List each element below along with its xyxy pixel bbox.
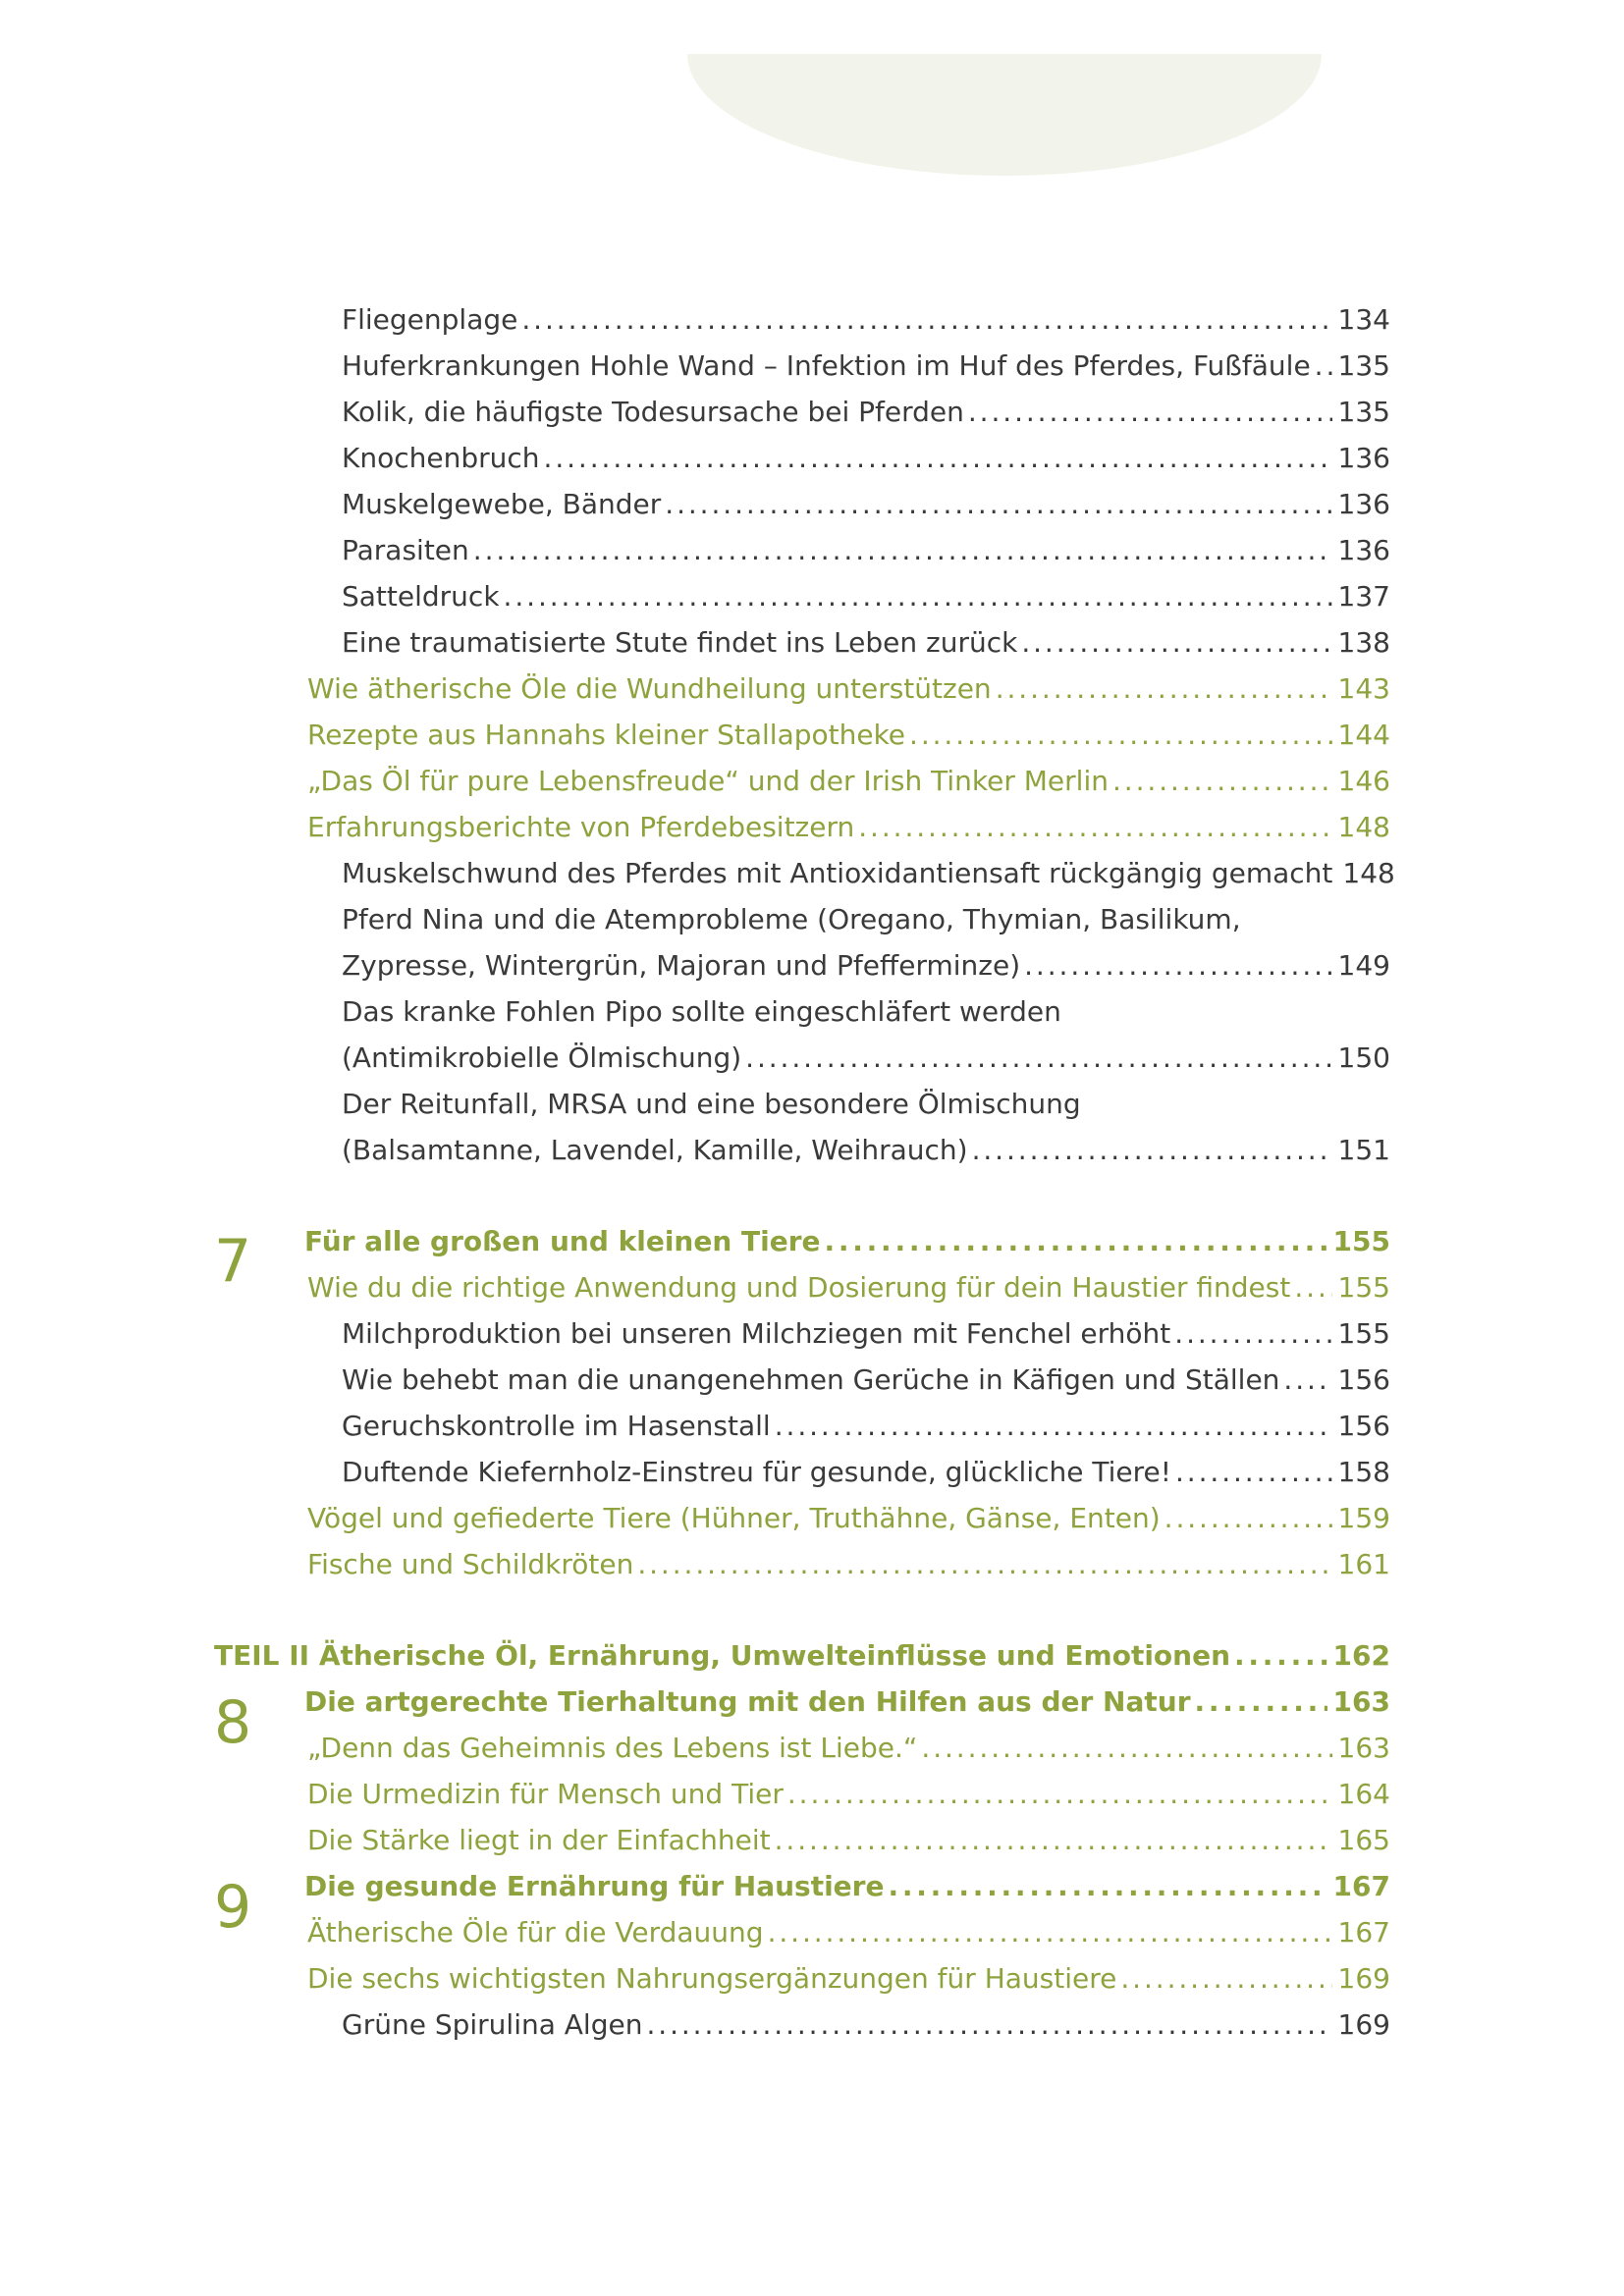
toc-entry-title: Eine traumatisierte Stute findet ins Leben zurück xyxy=(342,626,1018,659)
toc-entry-title: Fliegenplage xyxy=(342,303,518,336)
toc-entry-page: 135 xyxy=(1337,396,1390,428)
toc-part-page: 162 xyxy=(1332,1639,1390,1672)
toc-entry[interactable] xyxy=(342,1129,1390,1172)
toc-entry-title: Parasiten xyxy=(342,534,469,566)
toc-entry-page: 149 xyxy=(1337,949,1390,982)
toc-section-page: 155 xyxy=(1337,1271,1390,1304)
toc-entry-page: 156 xyxy=(1337,1410,1390,1442)
toc-section-title: Ätherische Öle für die Verdauung xyxy=(307,1916,764,1949)
toc-section[interactable] xyxy=(307,1911,1390,1954)
dot-leader xyxy=(996,667,1332,711)
toc-entry-title: Satteldruck xyxy=(342,580,500,613)
toc-entry-page: 138 xyxy=(1337,626,1390,659)
toc-entry[interactable] xyxy=(342,298,1390,342)
toc-section-page: 165 xyxy=(1337,1824,1390,1856)
toc-section[interactable] xyxy=(307,1819,1390,1862)
dot-leader xyxy=(1283,1359,1331,1402)
toc-section-title: „Das Öl für pure Lebensfreude“ und der Irish Tinker Merlin xyxy=(307,765,1109,797)
toc-chapter[interactable] xyxy=(304,1220,1390,1263)
toc-entry-title: Geruchskontrolle im Hasenstall xyxy=(342,1410,771,1442)
toc-entry[interactable] xyxy=(342,1037,1390,1080)
toc-entry-title: Muskelgewebe, Bänder xyxy=(342,488,662,520)
dot-leader xyxy=(1175,1451,1332,1494)
toc-section[interactable] xyxy=(307,806,1390,849)
toc-entry[interactable] xyxy=(342,575,1390,618)
toc-entry-page: 134 xyxy=(1337,303,1390,336)
toc-entry[interactable] xyxy=(342,1359,1390,1402)
toc-section[interactable] xyxy=(307,1957,1390,2001)
dot-leader xyxy=(858,806,1331,849)
toc-entry-page: 156 xyxy=(1337,1363,1390,1396)
toc-chapter[interactable] xyxy=(304,1681,1390,1724)
toc-entry[interactable] xyxy=(342,483,1390,526)
toc-entry-page: 136 xyxy=(1337,442,1390,474)
toc-section-title: Die sechs wichtigsten Nahrungsergänzungen für Haustiere xyxy=(307,1962,1117,1995)
toc-section-title: Wie ätherische Öle die Wundheilung unterstützen xyxy=(307,672,992,705)
chapter-number: 7 xyxy=(214,1227,252,1296)
toc-chapter[interactable] xyxy=(304,1865,1390,1908)
toc-section[interactable] xyxy=(307,1497,1390,1540)
toc-entry-page: 148 xyxy=(1342,857,1395,889)
toc-entry[interactable] xyxy=(342,1451,1390,1494)
dot-leader xyxy=(745,1037,1331,1080)
toc-section-title: Die Urmedizin für Mensch und Tier xyxy=(307,1778,784,1810)
toc-entry-title: (Antimikrobielle Ölmischung) xyxy=(342,1041,742,1074)
toc-section-page: 143 xyxy=(1337,672,1390,705)
toc-section-page: 161 xyxy=(1337,1548,1390,1580)
dot-leader xyxy=(1164,1497,1332,1540)
toc-entry[interactable] xyxy=(342,1312,1390,1356)
toc-section-page: 163 xyxy=(1337,1732,1390,1764)
toc-entry[interactable] xyxy=(342,391,1390,434)
dot-leader xyxy=(544,437,1332,480)
dot-leader xyxy=(646,2003,1331,2047)
toc-section-title: Fische und Schildkröten xyxy=(307,1548,634,1580)
dot-leader xyxy=(1315,345,1332,388)
toc-section-page: 167 xyxy=(1337,1916,1390,1949)
toc-section[interactable] xyxy=(307,1266,1390,1309)
toc-entry[interactable] xyxy=(342,852,1395,895)
dot-leader xyxy=(787,1773,1332,1816)
toc-entry-title: (Balsamtanne, Lavendel, Kamille, Weihrauch) xyxy=(342,1134,968,1166)
dot-leader xyxy=(968,391,1332,434)
toc-section-page: 144 xyxy=(1337,719,1390,751)
dot-leader xyxy=(1195,1681,1327,1724)
toc-section-page: 148 xyxy=(1337,811,1390,843)
dot-leader xyxy=(775,1405,1332,1448)
toc-entry-title: Muskelschwund des Pferdes mit Antioxidantiensaft rückgängig gemacht xyxy=(342,857,1333,889)
dot-leader xyxy=(909,714,1332,757)
toc-section-title: Rezepte aus Hannahs kleiner Stallapotheke xyxy=(307,719,906,751)
toc-entry-page: 158 xyxy=(1337,1456,1390,1488)
toc-section-title: Erfahrungsberichte von Pferdebesitzern xyxy=(307,811,855,843)
toc-section[interactable] xyxy=(307,1727,1390,1770)
toc-chapter-page: 167 xyxy=(1332,1870,1390,1902)
dot-leader xyxy=(504,575,1332,618)
toc-entry-page: 155 xyxy=(1337,1317,1390,1350)
toc-entry[interactable] xyxy=(342,529,1390,572)
toc-section-page: 146 xyxy=(1337,765,1390,797)
toc-section-title: „Denn das Geheimnis des Lebens ist Liebe.“ xyxy=(307,1732,918,1764)
dot-leader xyxy=(1234,1634,1327,1678)
toc-entry-title: Zypresse, Wintergrün, Majoran und Pfefferminze) xyxy=(342,949,1021,982)
toc-part-title: TEIL II Ätherische Öl, Ernährung, Umwelteinflüsse und Emotionen xyxy=(214,1639,1231,1672)
dot-leader xyxy=(637,1543,1331,1586)
toc-entry[interactable] xyxy=(342,345,1390,388)
dot-leader xyxy=(1112,760,1332,803)
toc-entry-page: 151 xyxy=(1337,1134,1390,1166)
dot-leader xyxy=(1120,1957,1331,2001)
toc-chapter-title: Die gesunde Ernährung für Haustiere xyxy=(304,1870,885,1902)
toc-chapter-title: Die artgerechte Tierhaltung mit den Hilfen aus der Natur xyxy=(304,1685,1191,1718)
toc-entry-title: Knochenbruch xyxy=(342,442,540,474)
header-decoration xyxy=(687,54,1322,176)
toc-entry-page: 136 xyxy=(1337,488,1390,520)
toc-entry-title: Duftende Kiefernholz-Einstreu für gesunde, glückliche Tiere! xyxy=(342,1456,1171,1488)
dot-leader xyxy=(521,298,1331,342)
toc-chapter-page: 155 xyxy=(1332,1225,1390,1257)
dot-leader xyxy=(1174,1312,1331,1356)
dot-leader xyxy=(775,1819,1332,1862)
toc-entry-page: 136 xyxy=(1337,534,1390,566)
toc-section-title: Die Stärke liegt in der Einfachheit xyxy=(307,1824,771,1856)
toc-entry-line1: Pferd Nina und die Atemprobleme (Oregano, Thymian, Basilikum, xyxy=(342,903,1241,935)
chapter-number: 8 xyxy=(214,1688,252,1757)
toc-entry-title: Huferkrankungen Hohle Wand – Infektion im Huf des Pferdes, Fußfäule xyxy=(342,349,1311,382)
toc-chapter-page: 163 xyxy=(1332,1685,1390,1718)
toc-entry[interactable] xyxy=(342,1405,1390,1448)
dot-leader xyxy=(972,1129,1332,1172)
toc-entry-page: 169 xyxy=(1337,2008,1390,2041)
dot-leader xyxy=(825,1220,1327,1263)
toc-entry-page: 135 xyxy=(1337,349,1390,382)
toc-entry-line1: Das kranke Fohlen Pipo sollte eingeschläfert werden xyxy=(342,995,1061,1028)
toc-entry-page: 137 xyxy=(1337,580,1390,613)
toc-section-page: 169 xyxy=(1337,1962,1390,1995)
toc-entry-title: Grüne Spirulina Algen xyxy=(342,2008,643,2041)
dot-leader xyxy=(921,1727,1331,1770)
toc-section[interactable] xyxy=(307,667,1390,711)
toc-part[interactable] xyxy=(214,1634,1390,1678)
dot-leader xyxy=(473,529,1332,572)
toc-section-title: Vögel und gefiederte Tiere (Hühner, Truthähne, Gänse, Enten) xyxy=(307,1502,1161,1534)
toc-section[interactable] xyxy=(307,1543,1390,1586)
toc-entry-title: Kolik, die häufigste Todesursache bei Pferden xyxy=(342,396,964,428)
toc-chapter-title: Für alle großen und kleinen Tiere xyxy=(304,1225,821,1257)
dot-leader xyxy=(1294,1266,1331,1309)
toc-section-page: 164 xyxy=(1337,1778,1390,1810)
toc-section[interactable] xyxy=(307,760,1390,803)
dot-leader xyxy=(1021,621,1331,665)
dot-leader xyxy=(665,483,1331,526)
toc-entry-line1: Der Reitunfall, MRSA und eine besondere Ölmischung xyxy=(342,1088,1081,1120)
chapter-number: 9 xyxy=(214,1873,252,1942)
toc-entry-page: 150 xyxy=(1337,1041,1390,1074)
toc-entry[interactable] xyxy=(342,2003,1390,2047)
toc-entry[interactable] xyxy=(342,621,1390,665)
toc-section-title: Wie du die richtige Anwendung und Dosierung für dein Haustier findest xyxy=(307,1271,1291,1304)
toc-entry[interactable] xyxy=(342,437,1390,480)
toc-entry-title: Milchproduktion bei unseren Milchziegen mit Fenchel erhöht xyxy=(342,1317,1171,1350)
toc-entry[interactable] xyxy=(342,944,1390,988)
toc-entry-title: Wie behebt man die unangenehmen Gerüche in Käfigen und Ställen xyxy=(342,1363,1280,1396)
toc-section[interactable] xyxy=(307,1773,1390,1816)
toc-section-page: 159 xyxy=(1337,1502,1390,1534)
dot-leader xyxy=(1024,944,1331,988)
dot-leader xyxy=(768,1911,1332,1954)
toc-section[interactable] xyxy=(307,714,1390,757)
dot-leader xyxy=(888,1865,1326,1908)
